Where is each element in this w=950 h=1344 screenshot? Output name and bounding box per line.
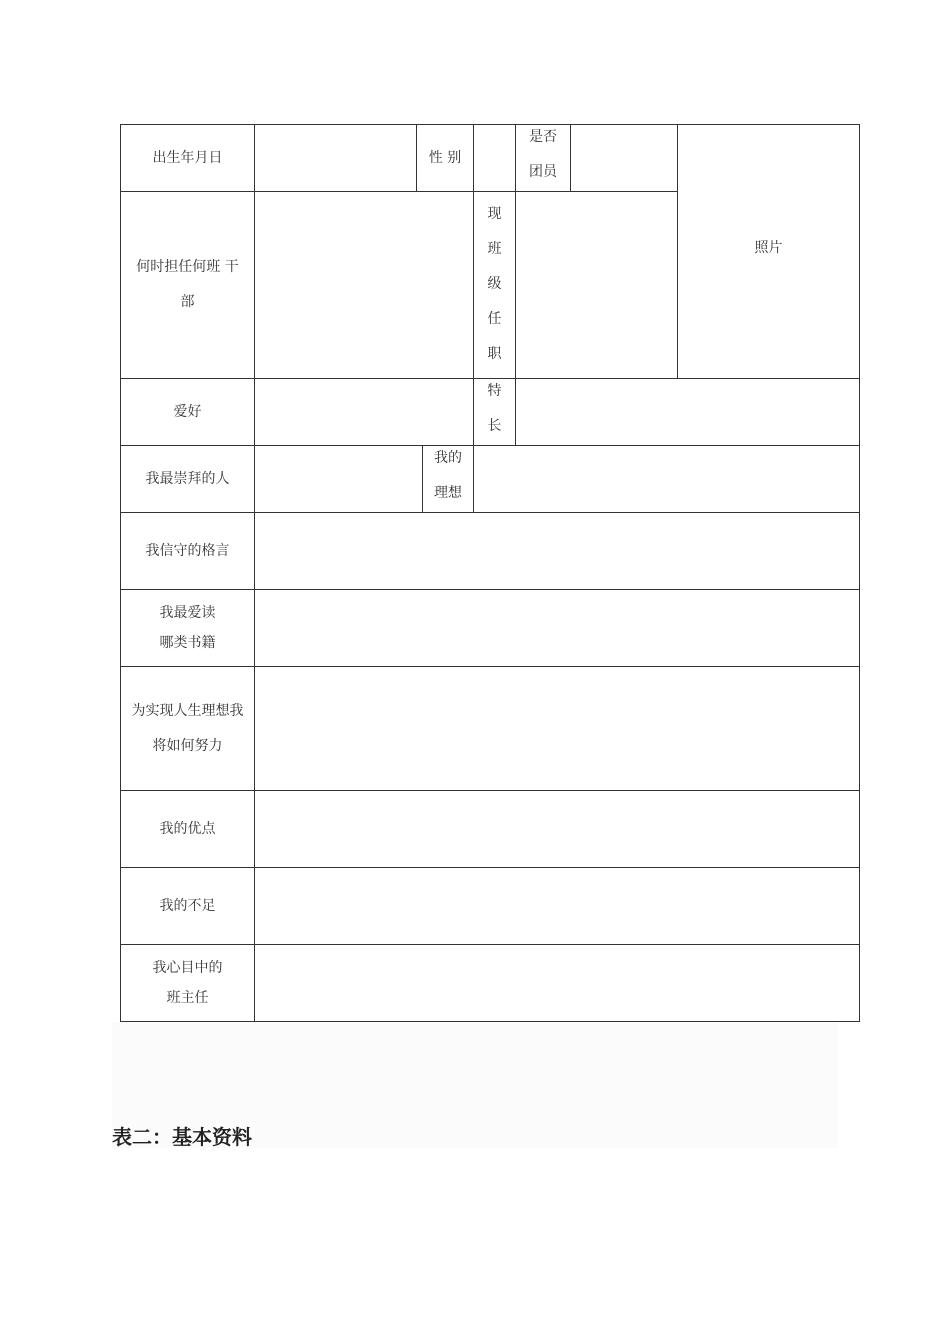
gender-label: 性 别	[428, 150, 462, 166]
effort-field[interactable]	[255, 667, 859, 790]
favorite-books-field[interactable]	[255, 590, 859, 666]
hobby-label: 爱好	[173, 404, 202, 420]
section-heading: 表二：基本资料	[112, 1125, 252, 1149]
admired-person-field[interactable]	[255, 446, 422, 512]
admired-person-label: 我最崇拜的人	[145, 471, 230, 487]
specialty-field[interactable]	[516, 379, 859, 445]
motto-label: 我信守的格言	[145, 543, 230, 559]
weaknesses-field[interactable]	[255, 868, 859, 944]
strengths-label: 我的优点	[159, 821, 216, 837]
hobby-field[interactable]	[255, 379, 473, 445]
ideal-teacher-field[interactable]	[255, 945, 859, 1021]
cadre-history-label: 何时担任何班 干 部	[136, 259, 239, 310]
cadre-history-field[interactable]	[255, 192, 473, 378]
favorite-books-label: 我最爱读 哪类书籍	[159, 605, 216, 651]
birth-date-label: 出生年月日	[152, 150, 223, 166]
photo-box[interactable]: 照片	[754, 240, 783, 256]
birth-date-field[interactable]	[255, 125, 416, 191]
ideal-teacher-label: 我心目中的 班主任	[152, 960, 223, 1006]
specialty-label: 特 长	[487, 383, 502, 434]
gender-field[interactable]	[474, 125, 515, 191]
league-member-label: 是否 团员	[529, 129, 557, 180]
motto-field[interactable]	[255, 513, 859, 589]
current-position-label: 现 班 级 任 职	[487, 206, 502, 362]
strengths-field[interactable]	[255, 791, 859, 867]
ideal-label: 我的 理想	[434, 450, 462, 501]
ideal-field[interactable]	[474, 446, 859, 512]
league-member-field[interactable]	[571, 125, 677, 191]
effort-label: 为实现人生理想我 将如何努力	[131, 702, 244, 754]
weaknesses-label: 我的不足	[159, 898, 216, 914]
current-position-field[interactable]	[516, 192, 677, 378]
